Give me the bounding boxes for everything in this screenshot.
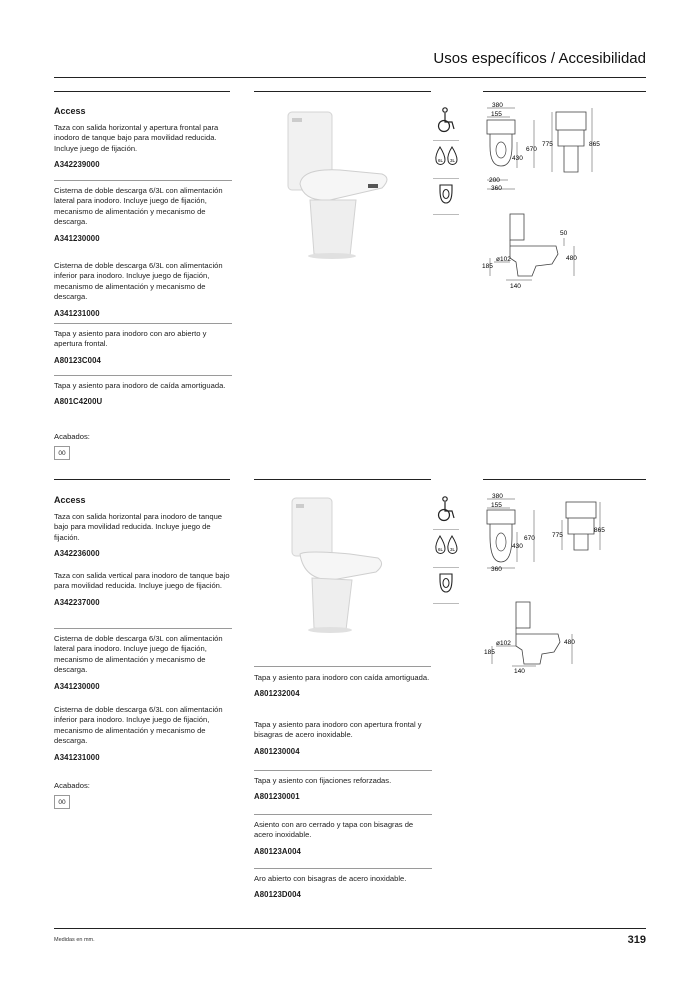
tech-drawing-front-bottom	[480, 490, 610, 580]
dim-155: 155	[491, 502, 502, 509]
product-description: Taza con salida horizontal para inodoro de tanque bajo para movilidad reducida. Incluye juego de fijación.	[54, 512, 223, 542]
seat-description: Tapa y asiento con fijaciones reforzadas.	[254, 776, 392, 785]
section1-title: Access	[54, 106, 86, 116]
seats-divider-top	[254, 666, 431, 667]
dim-360: 360	[491, 566, 502, 573]
section2-rule-middle	[254, 479, 431, 480]
seat-code: A80123A004	[254, 846, 301, 856]
product-item	[54, 181, 232, 261]
toilet-top-view-icon	[433, 179, 459, 209]
icon-divider	[433, 214, 459, 215]
section2-title: Access	[54, 495, 86, 505]
section1-rule-left	[54, 91, 230, 92]
tech-drawing-side-bottom	[480, 598, 610, 680]
seat-item	[254, 720, 432, 770]
dim-865: 865	[594, 527, 605, 534]
dim-185: 185	[484, 649, 495, 656]
dim-670: 670	[526, 146, 537, 153]
dim-360: 360	[491, 185, 502, 192]
flush-3l-label: 3L	[449, 547, 456, 552]
product-item	[54, 705, 232, 765]
product-item	[54, 512, 232, 571]
product-code: A342237000	[54, 597, 100, 607]
dim-140: 140	[514, 668, 525, 675]
dual-flush-icon	[433, 530, 459, 562]
product-description: Taza con salida vertical para inodoro de tanque bajo para movilidad reducida. Incluye juego de fijación.	[54, 571, 230, 591]
product-code: A341231000	[54, 752, 100, 762]
finishes-label: Acabados:	[54, 432, 90, 441]
toilet-top-view-icon	[433, 568, 459, 598]
seat-code: A80123D004	[254, 890, 301, 900]
dim-775: 775	[542, 141, 553, 148]
product-item	[54, 261, 232, 323]
seat-item	[254, 869, 432, 908]
dim-430: 430	[512, 155, 523, 162]
section2-product-list	[54, 512, 232, 765]
wheelchair-icon	[433, 494, 459, 524]
finish-swatch[interactable]: 00	[54, 446, 70, 460]
seat-item	[254, 815, 432, 868]
seat-code: A801230004	[254, 746, 300, 756]
dual-flush-icon	[433, 141, 459, 173]
footer-note: Medidas en mm.	[54, 937, 95, 943]
product-item	[54, 376, 232, 425]
product-code: A341230000	[54, 681, 100, 691]
icon-divider	[433, 603, 459, 604]
header-divider	[54, 77, 646, 78]
finish-swatch[interactable]: 00	[54, 795, 70, 809]
wheelchair-icon	[433, 105, 459, 135]
product-code: A341231000	[54, 308, 100, 318]
dim-430: 430	[512, 543, 523, 550]
dim-d102: ø102	[496, 256, 511, 263]
dim-380: 380	[492, 493, 503, 500]
section1-icons	[433, 105, 459, 215]
dim-155: 155	[491, 111, 502, 118]
seat-description: Tapa y asiento para inodoro con apertura frontal y bisagras de acero inoxidable.	[254, 720, 422, 740]
section2-icons	[433, 494, 459, 604]
dim-200: 200	[489, 177, 500, 184]
product-description: Cisterna de doble descarga 6/3L con alimentación inferior para inodoro. Incluye juego de fijación, mecanismo de alimentación y mecanismo de descarga.	[54, 261, 223, 302]
toilet-photo	[270, 104, 400, 264]
seat-code: A801230001	[254, 792, 300, 802]
seat-item	[254, 673, 432, 720]
tech-drawing-front-top	[480, 100, 610, 195]
section1-rule-middle	[254, 91, 431, 92]
finishes-label: Acabados:	[54, 781, 90, 790]
product-item	[54, 571, 232, 628]
section2-seat-list	[254, 673, 432, 908]
dim-480: 480	[566, 255, 577, 262]
product-item	[54, 629, 232, 705]
flush-6l-label: 6L	[437, 158, 444, 163]
product-description: Tapa y asiento para inodoro con aro abierto y apertura frontal.	[54, 329, 207, 349]
product-code: A80123C004	[54, 355, 101, 365]
dim-140: 140	[510, 283, 521, 290]
seat-description: Asiento con aro cerrado y tapa con bisagras de acero inoxidable.	[254, 820, 414, 840]
flush-6l-label: 6L	[437, 547, 444, 552]
product-description: Taza con salida horizontal y apertura frontal para inodoro de tanque bajo para movilidad reducida. Incluye juego de fijación.	[54, 123, 219, 153]
dim-775: 775	[552, 532, 563, 539]
dim-50: 50	[560, 230, 568, 237]
product-code: A341230000	[54, 233, 100, 243]
product-code: A342239000	[54, 160, 100, 170]
tech-drawing-side-top	[480, 210, 610, 295]
product-code: A801C4200U	[54, 397, 103, 407]
section1-rule-right	[483, 91, 646, 92]
dim-380: 380	[492, 102, 503, 109]
page-number: 319	[627, 934, 646, 946]
dim-865: 865	[589, 141, 600, 148]
seat-code: A801232004	[254, 689, 300, 699]
dim-480: 480	[564, 639, 575, 646]
seat-description: Tapa y asiento para inodoro con caída amortiguada.	[254, 673, 430, 682]
page-title: Usos específicos / Accesibilidad	[433, 50, 646, 67]
product-item	[54, 324, 232, 375]
product-description: Cisterna de doble descarga 6/3L con alimentación inferior para inodoro. Incluye juego de fijación, mecanismo de alimentación y mecanismo de descarga.	[54, 705, 223, 746]
product-code: A342236000	[54, 549, 100, 559]
seat-item	[254, 771, 432, 814]
product-description: Cisterna de doble descarga 6/3L con alimentación lateral para inodoro. Incluye juego de fijación, mecanismo de alimentación y mecanismo de descarga.	[54, 186, 223, 227]
section2-rule-left	[54, 479, 230, 480]
dim-185: 185	[482, 263, 493, 270]
product-item	[54, 123, 232, 180]
section1-product-list	[54, 123, 232, 425]
seat-description: Aro abierto con bisagras de acero inoxidable.	[254, 874, 407, 883]
product-description: Tapa y asiento para inodoro de caída amortiguada.	[54, 381, 226, 390]
footer-divider	[54, 928, 646, 929]
toilet-photo	[270, 492, 400, 642]
dim-d102: ø102	[496, 640, 511, 647]
product-description: Cisterna de doble descarga 6/3L con alimentación lateral para inodoro. Incluye juego de fijación, mecanismo de alimentación y mecanismo de descarga.	[54, 634, 223, 675]
dim-670: 670	[524, 535, 535, 542]
flush-3l-label: 3L	[449, 158, 456, 163]
section2-rule-right	[483, 479, 646, 480]
